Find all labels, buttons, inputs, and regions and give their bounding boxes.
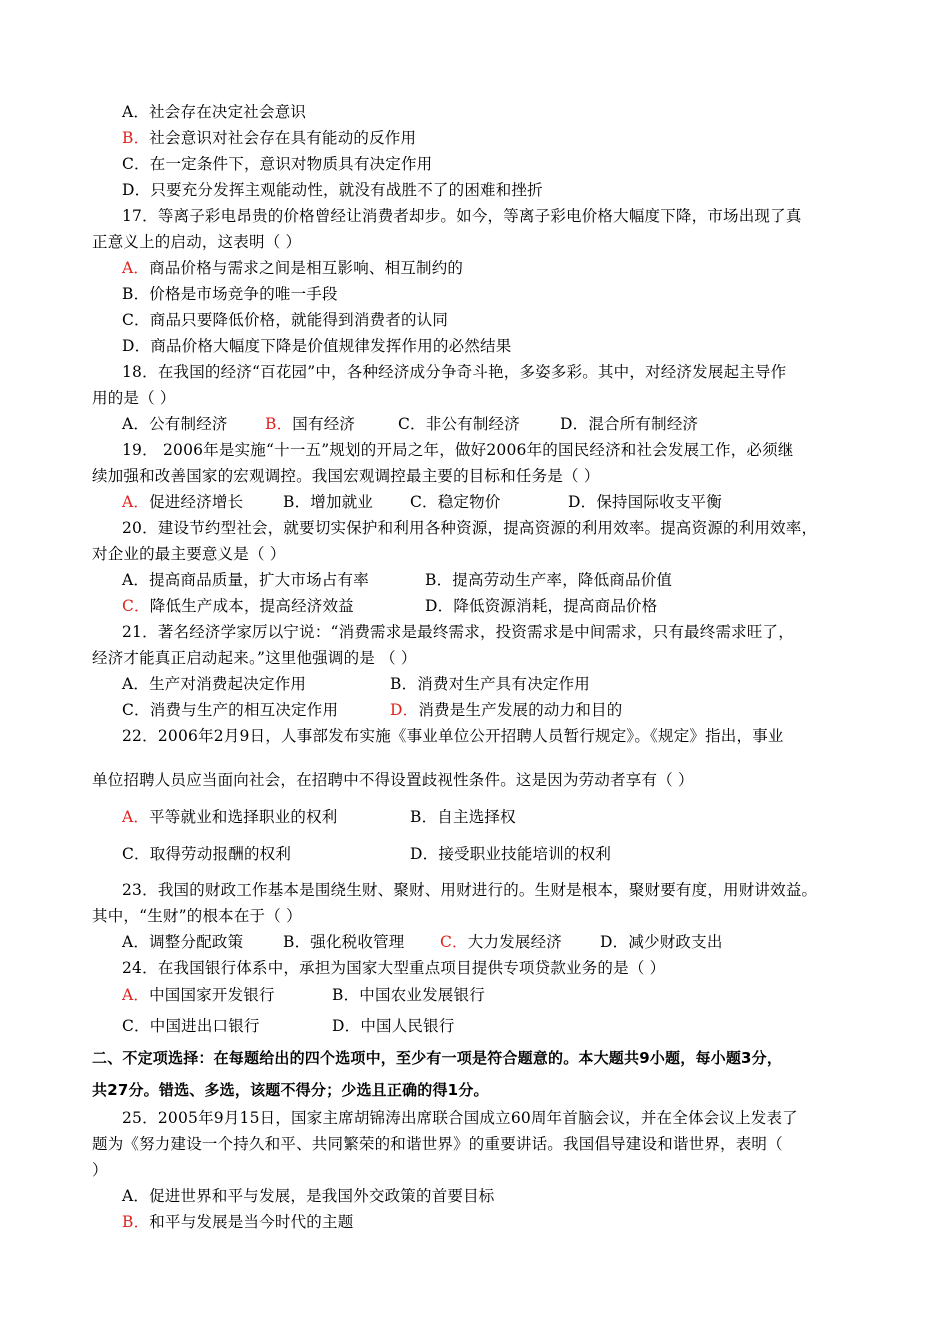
- q23-option-a: A．调整分配政策: [122, 933, 244, 951]
- q25-stem-line3: ）: [92, 1161, 108, 1179]
- q19-stem-line2: 续加强和改善国家的宏观调控。我国宏观调控最主要的目标和任务是（ ）: [92, 467, 600, 485]
- q17-option-a: A．商品价格与需求之间是相互影响、相互制约的: [122, 259, 464, 277]
- q17-option-b: B．价格是市场竞争的唯一手段: [122, 285, 338, 303]
- section-2-heading-line1: 二、不定项选择：在每题给出的四个选项中，至少有一项是符合题意的。本大题共9小题，每小题3分，: [92, 1049, 783, 1067]
- q19-option-a: A．促进经济增长: [122, 493, 244, 511]
- q24-option-c: C．中国进出口银行: [122, 1017, 260, 1035]
- q19-option-c: C．稳定物价: [410, 493, 501, 511]
- q21-option-d: D．消费是生产发展的动力和目的: [390, 701, 623, 719]
- q16-option-b: B．社会意识对社会存在具有能动的反作用: [122, 129, 417, 147]
- q22-option-c: C．取得劳动报酬的权利: [122, 845, 292, 863]
- q23-option-d: D．减少财政支出: [600, 933, 723, 951]
- q24-stem: 24．在我国银行体系中，承担为国家大型重点项目提供专项贷款业务的是（ ）: [122, 959, 666, 977]
- q25-stem-line1: 25．2005年9月15日，国家主席胡锦涛出席联合国成立60周年首脑会议，并在全体会议上发表了: [122, 1109, 798, 1127]
- section-2-heading-line2: 共27分。错选、多选，该题不得分；少选且正确的得1分。: [92, 1081, 489, 1099]
- q25-option-a: A．促进世界和平与发展，是我国外交政策的首要目标: [122, 1187, 495, 1205]
- q23-option-c: C．大力发展经济: [440, 933, 562, 951]
- q23-option-b: B．强化税收管理: [283, 933, 405, 951]
- q16-option-d: D．只要充分发挥主观能动性，就没有战胜不了的困难和挫折: [122, 181, 543, 199]
- answer-letter: A．: [122, 259, 150, 277]
- answer-letter: D．: [390, 701, 419, 719]
- q24-option-a: A．中国国家开发银行: [122, 986, 275, 1004]
- answer-letter: A．: [122, 493, 150, 511]
- q16-option-c: C．在一定条件下，意识对物质具有决定作用: [122, 155, 433, 173]
- q20-option-a: A．提高商品质量，扩大市场占有率: [122, 571, 369, 589]
- answer-letter: B．: [122, 129, 150, 147]
- q18-option-c: C．非公有制经济: [398, 415, 520, 433]
- q18-option-d: D．混合所有制经济: [560, 415, 699, 433]
- answer-letter: C．: [122, 597, 150, 615]
- q24-option-d: D．中国人民银行: [332, 1017, 455, 1035]
- q18-stem-line2: 用的是（ ）: [92, 389, 176, 407]
- q20-option-d: D．降低资源消耗，提高商品价格: [425, 597, 658, 615]
- q17-option-d: D．商品价格大幅度下降是价值规律发挥作用的必然结果: [122, 337, 512, 355]
- answer-letter: C．: [440, 933, 468, 951]
- q25-stem-line2: 题为《努力建设一个持久和平、共同繁荣的和谐世界》的重要讲话。我国倡导建设和谐世界，表明（: [92, 1135, 783, 1153]
- answer-letter: A．: [122, 808, 150, 826]
- q19-option-b: B．增加就业: [283, 493, 374, 511]
- q21-stem-line2: 经济才能真正启动起来。”这里他强调的是 （ ）: [92, 649, 417, 667]
- q17-stem-line2: 正意义上的启动，这表明（ ）: [92, 233, 302, 251]
- q22-option-a: A．平等就业和选择职业的权利: [122, 808, 338, 826]
- q20-option-b: B．提高劳动生产率，降低商品价值: [425, 571, 673, 589]
- q16-option-a: A．社会存在决定社会意识: [122, 103, 307, 121]
- answer-letter: A．: [122, 986, 150, 1004]
- q18-option-a: A．公有制经济: [122, 415, 228, 433]
- q24-option-b: B．中国农业发展银行: [332, 986, 485, 1004]
- q25-option-b: B．和平与发展是当今时代的主题: [122, 1213, 354, 1231]
- q21-option-b: B．消费对生产具有决定作用: [390, 675, 590, 693]
- q23-stem-line1: 23．我国的财政工作基本是围绕生财、聚财、用财进行的。生财是根本，聚财要有度，用财讲效益。: [122, 881, 818, 899]
- answer-letter: B．: [122, 1213, 150, 1231]
- q18-option-b: B．国有经济: [265, 415, 356, 433]
- q17-option-c: C．商品只要降低价格，就能得到消费者的认同: [122, 311, 449, 329]
- q20-option-c: C．降低生产成本，提高经济效益: [122, 597, 354, 615]
- q18-stem-line1: 18．在我国的经济“百花园”中，各种经济成分争奇斗艳，多姿多彩。其中，对经济发展起主导作: [122, 363, 787, 381]
- q20-stem-line1: 20．建设节约型社会，就要切实保护和利用各种资源，提高资源的利用效率。提高资源的利用效率，: [122, 519, 818, 537]
- q21-option-c: C．消费与生产的相互决定作用: [122, 701, 339, 719]
- q20-stem-line2: 对企业的最主要意义是（ ）: [92, 545, 286, 563]
- q23-stem-line2: 其中，“生财”的根本在于（ ）: [92, 907, 302, 925]
- q22-option-d: D．接受职业技能培训的权利: [410, 845, 612, 863]
- q17-stem-line1: 17．等离子彩电昂贵的价格曾经让消费者却步。如今，等离子彩电价格大幅度下降，市场出现了真: [122, 207, 802, 225]
- q19-option-d: D．保持国际收支平衡: [568, 493, 722, 511]
- q22-stem-line2: 单位招聘人员应当面向社会，在招聘中不得设置歧视性条件。这是因为劳动者享有（ ）: [92, 771, 694, 789]
- answer-letter: B．: [265, 415, 293, 433]
- q19-stem-line1: 19． 2006年是实施“十一五”规划的开局之年，做好2006年的国民经济和社会发展工作，必须继: [122, 441, 794, 459]
- q21-option-a: A．生产对消费起决定作用: [122, 675, 307, 693]
- q22-option-b: B．自主选择权: [410, 808, 516, 826]
- q21-stem-line1: 21．著名经济学家厉以宁说：“消费需求是最终需求，投资需求是中间需求，只有最终需求旺了，: [122, 623, 794, 641]
- q22-stem-line1: 22．2006年2月9日，人事部发布实施《事业单位公开招聘人员暂行规定》。《规定》指出，事业: [122, 727, 784, 745]
